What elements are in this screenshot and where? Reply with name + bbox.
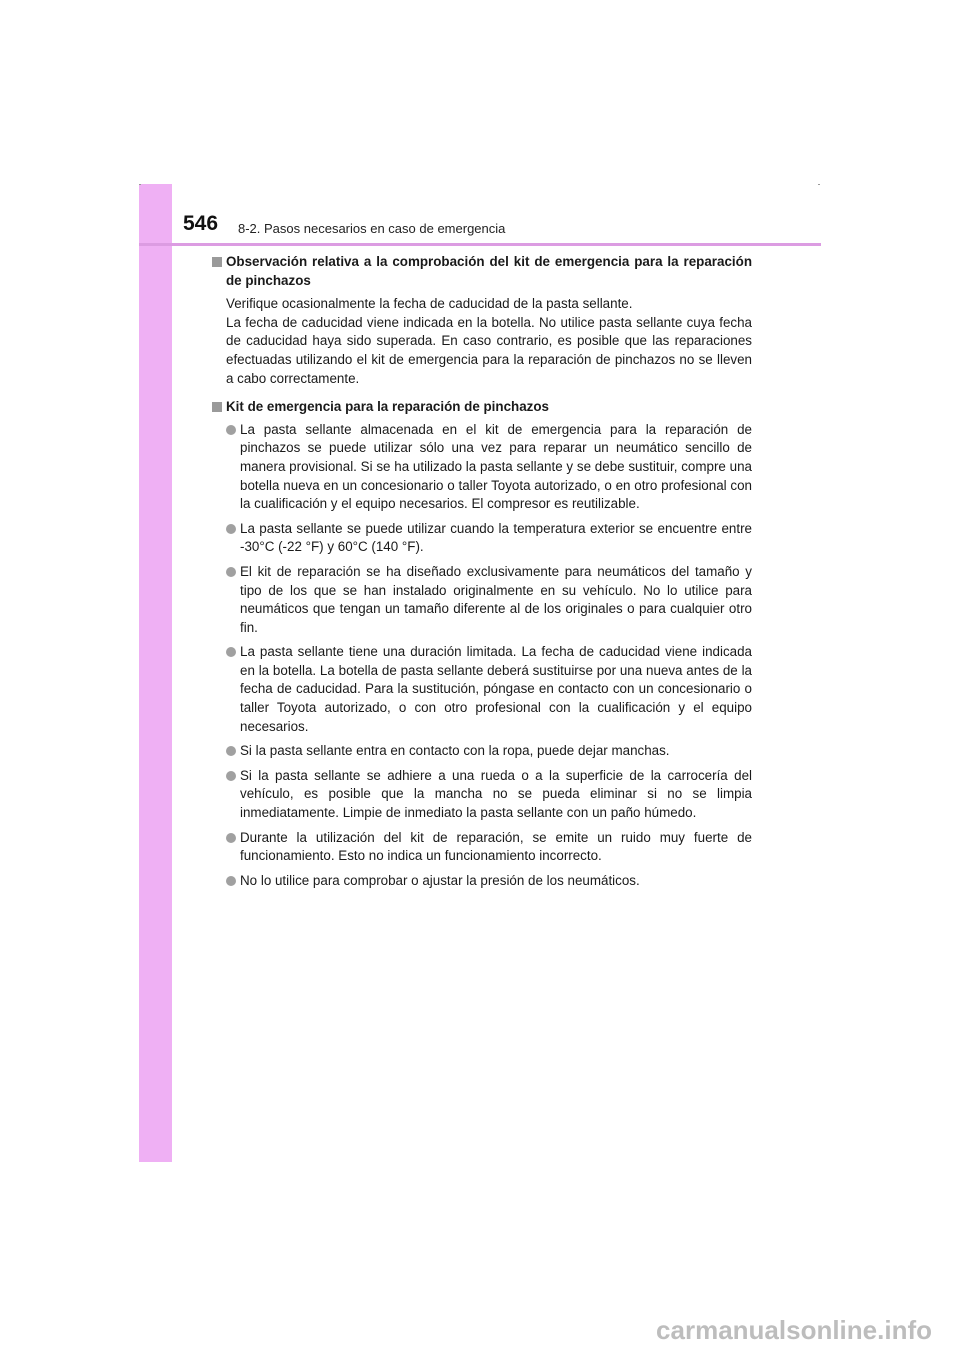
crop-mark-left	[139, 184, 141, 185]
section-heading-text: Kit de emergencia para la reparación de pinchazos	[226, 399, 549, 415]
section-repair-kit	[212, 398, 752, 890]
round-bullet-icon	[226, 425, 236, 435]
paragraph: La fecha de caducidad viene indicada en la botella. No utilice pasta sellante cuya fecha de caducidad haya sido superada. En caso contrario, es posible que las reparaciones efectuadas utilizando el kit de emergencia para la reparación de pinchazos no se lleven a cabo correctamente.	[226, 314, 752, 386]
round-bullet-icon	[226, 746, 236, 756]
section-heading-text: Observación relativa a la comprobación del kit de emergencia para la reparación de pinchazos	[226, 254, 752, 288]
page-number: 546	[183, 212, 219, 235]
round-bullet-icon	[226, 647, 236, 657]
square-bullet-icon	[212, 402, 222, 412]
list-item-text: Si la pasta sellante entra en contacto con la ropa, puede dejar manchas.	[240, 743, 670, 759]
section-heading	[212, 398, 752, 417]
list-item	[212, 872, 752, 891]
round-bullet-icon	[226, 876, 236, 886]
list-item	[212, 421, 752, 514]
list-item	[212, 563, 752, 637]
section-body	[212, 295, 752, 388]
round-bullet-icon	[226, 524, 236, 534]
section-heading	[212, 253, 752, 290]
list-item-text: La pasta sellante almacenada en el kit de emergencia para la reparación de pinchazos se puede utilizar sólo una vez para reparar un neumático sencillo de manera provisional. Si se ha utilizado la pasta sellante y se debe sustituir, compre una botella nueva en un concesionario o taller Toyota autorizado, o en otro profesional con la cualificación y el equipo necesarios. El compresor es reutilizable.	[240, 421, 752, 512]
crop-mark-right	[818, 184, 820, 185]
bullet-list	[212, 421, 752, 891]
round-bullet-icon	[226, 833, 236, 843]
list-item-text: No lo utilice para comprobar o ajustar la presión de los neumáticos.	[240, 872, 640, 888]
header-rule	[139, 243, 821, 246]
list-item-text: La pasta sellante tiene una duración limitada. La fecha de caducidad viene indicada en la botella. La botella de pasta sellante deberá sustituirse por una nueva antes de la fecha de caducidad. Para la sustitución, póngase en contacto con un concesionario o taller Toyota autorizado, o con otro profesional con la cualificación y el equipo necesarios.	[240, 644, 752, 734]
list-item	[212, 643, 752, 736]
page-sidebar-band	[139, 184, 172, 1162]
list-item-text: Si la pasta sellante se adhiere a una rueda o a la superficie de la carrocería del vehículo, es posible que la mancha no se pueda eliminar si no se limpia inmediatamente. Limpie de inmediato la pasta sellante con un paño húmedo.	[240, 767, 752, 821]
round-bullet-icon	[226, 567, 236, 577]
list-item-text: El kit de reparación se ha diseñado exclusivamente para neumáticos del tamaño y tipo de los que se han instalado originalmente en su vehículo. No lo utilice para neumáticos que tengan un tamaño diferente al de los originales o para cualquier otro fin.	[240, 563, 752, 635]
list-item	[212, 767, 752, 823]
section-sealant-check	[212, 253, 752, 388]
list-item	[212, 829, 752, 866]
list-item-text: La pasta sellante se puede utilizar cuando la temperatura exterior se encuentre entre -30°C (-22 °F) y 60°C (140 °F).	[240, 520, 752, 555]
list-item	[212, 742, 752, 761]
square-bullet-icon	[212, 257, 222, 267]
paragraph: Verifique ocasionalmente la fecha de caducidad de la pasta sellante.	[226, 296, 633, 312]
list-item-text: Durante la utilización del kit de reparación, se emite un ruido muy fuerte de funcionamiento. Esto no indica un funcionamiento incorrecto.	[240, 829, 752, 864]
chapter-title: 8-2. Pasos necesarios en caso de emergencia	[238, 221, 506, 236]
list-item	[212, 520, 752, 557]
page-content	[212, 253, 752, 897]
round-bullet-icon	[226, 771, 236, 781]
watermark: carmanualsonline.info	[656, 1315, 932, 1345]
